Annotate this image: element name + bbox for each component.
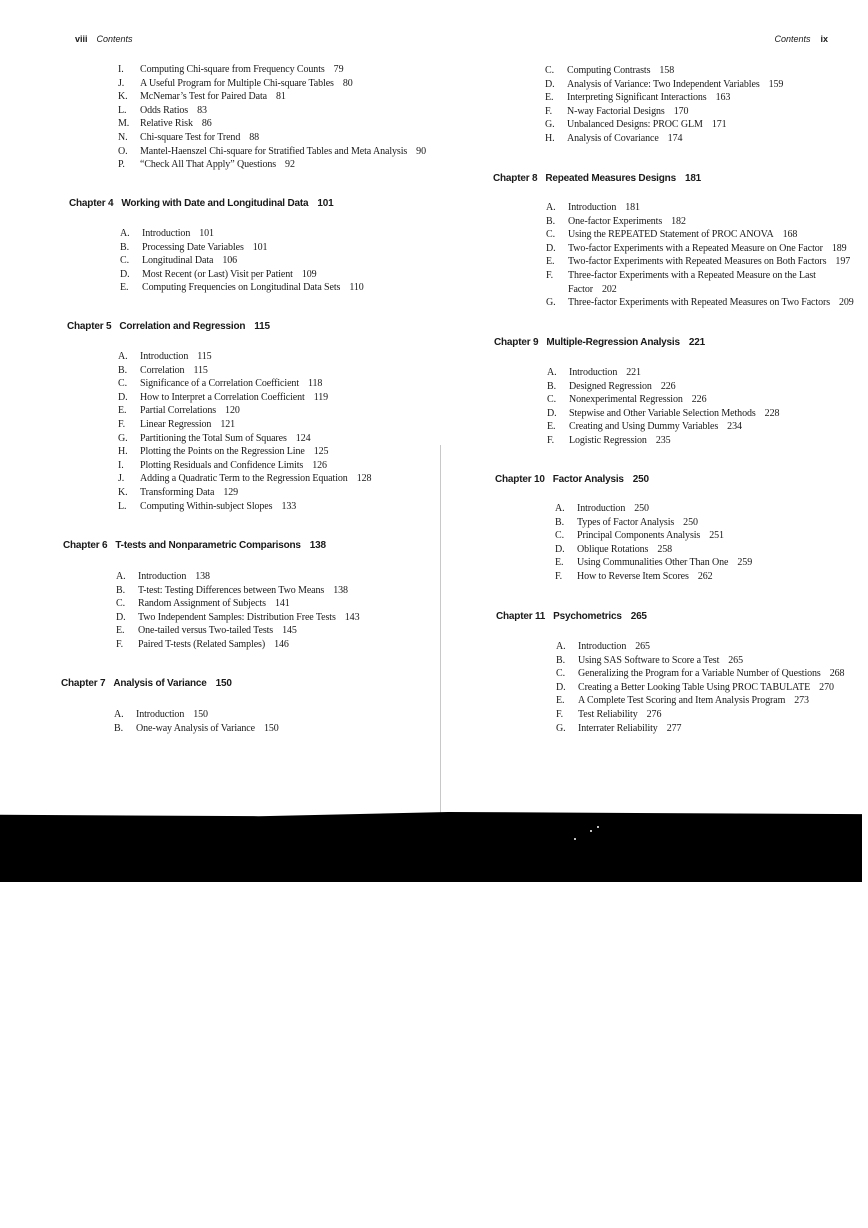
toc-entry[interactable]: D. Creating a Better Looking Table Using PROC TABULATE 270 (556, 681, 834, 693)
toc-entry[interactable]: E. Creating and Using Dummy Variables 234 (547, 421, 742, 433)
running-head-label: Contents (774, 34, 811, 44)
toc-entry[interactable]: C. Using the REPEATED Statement of PROC ANOVA 168 (546, 229, 798, 241)
chapter3-tail-list (118, 63, 426, 172)
running-head-right (774, 34, 828, 44)
chapter5-list (118, 350, 371, 513)
chapter9-list (547, 366, 779, 448)
toc-entry[interactable]: D. Oblique Rotations 258 (555, 543, 673, 555)
toc-entry[interactable]: J. A Useful Program for Multiple Chi-square Tables 80 (118, 77, 353, 89)
toc-entry[interactable]: C. Principal Components Analysis 251 (555, 530, 724, 542)
toc-entry[interactable]: P. “Check All That Apply” Questions 92 (118, 159, 295, 171)
chapter-heading[interactable]: Chapter 7 Analysis of Variance 150 (61, 678, 232, 689)
toc-entry[interactable]: B. Types of Factor Analysis 250 (555, 516, 698, 528)
toc-entry[interactable]: B. Designed Regression 226 (547, 380, 676, 392)
chapter-heading[interactable]: Chapter 9 Multiple-Regression Analysis 221 (494, 337, 705, 348)
toc-entry[interactable]: N. Chi-square Test for Trend 88 (118, 131, 260, 143)
toc-entry[interactable]: C. Random Assignment of Subjects 141 (116, 598, 290, 610)
chapter6-list (116, 570, 359, 652)
toc-entry[interactable]: C. Nonexperimental Regression 226 (547, 394, 707, 406)
toc-entry[interactable]: F. Logistic Regression 235 (547, 434, 671, 446)
toc-entry[interactable]: D. Most Recent (or Last) Visit per Patient 109 (120, 268, 317, 280)
toc-entry[interactable]: F. Test Reliability 276 (556, 708, 662, 720)
chapter-heading[interactable]: Chapter 10 Factor Analysis 250 (495, 474, 649, 485)
page-number: viii (75, 34, 88, 44)
toc-entry[interactable]: B. T-test: Testing Differences between Two Means 138 (116, 584, 348, 596)
running-head-left (75, 34, 133, 44)
toc-entry[interactable]: E. Partial Correlations 120 (118, 405, 240, 417)
scan-speck (590, 830, 592, 832)
toc-entry[interactable]: G. Partitioning the Total Sum of Squares 124 (118, 432, 311, 444)
toc-entry[interactable]: B. Correlation 115 (118, 364, 208, 376)
chapter7-list (114, 708, 279, 735)
toc-entry[interactable]: A. Introduction 101 (120, 228, 214, 239)
scan-speck (597, 826, 599, 828)
toc-entry[interactable]: A. Introduction 115 (118, 351, 212, 362)
toc-entry[interactable]: G. Three-factor Experiments with Repeated Measures on Two Factors 209 (546, 297, 854, 309)
scan-edge-bar (0, 812, 862, 882)
toc-entry[interactable]: L. Computing Within-subject Slopes 133 (118, 500, 297, 512)
toc-entry[interactable]: D. Analysis of Variance: Two Independent Variables 159 (545, 78, 784, 90)
toc-entry[interactable]: A. Introduction 221 (547, 367, 641, 378)
toc-entry[interactable]: A. Introduction 150 (114, 709, 208, 720)
page-number: ix (820, 34, 828, 44)
toc-entry[interactable]: E. Two-factor Experiments with Repeated Measures on Both Factors 197 (546, 256, 851, 268)
toc-entry[interactable]: C. Significance of a Correlation Coefficient 118 (118, 378, 323, 390)
chapter-heading[interactable]: Chapter 4 Working with Date and Longitudinal Data 101 (69, 198, 334, 209)
toc-entry[interactable]: D. Stepwise and Other Variable Selection Methods 228 (547, 407, 780, 419)
toc-entry[interactable]: D. Two-factor Experiments with a Repeated Measure on One Factor 189 (546, 242, 847, 254)
toc-entry[interactable]: B. One-way Analysis of Variance 150 (114, 722, 279, 734)
toc-entry[interactable]: G. Unbalanced Designs: PROC GLM 171 (545, 119, 727, 131)
toc-entry[interactable]: F. N-way Factorial Designs 170 (545, 105, 689, 117)
toc-entry[interactable]: J. Adding a Quadratic Term to the Regression Equation 128 (118, 473, 372, 485)
chapter4-list (120, 227, 364, 295)
toc-entry[interactable]: D. How to Interpret a Correlation Coefficient 119 (118, 391, 329, 403)
chapter-heading[interactable]: Chapter 11 Psychometrics 265 (496, 611, 647, 622)
chapter10-list (555, 502, 752, 584)
toc-entry[interactable]: F. Paired T-tests (Related Samples) 146 (116, 638, 289, 650)
toc-entry[interactable]: A. Introduction 250 (555, 503, 649, 514)
running-head-label: Contents (96, 34, 133, 44)
toc-entry[interactable]: I. Computing Chi-square from Frequency Counts 79 (118, 64, 344, 75)
page-gutter-line (440, 445, 441, 815)
toc-entry[interactable]: I. Plotting Residuals and Confidence Limits 126 (118, 459, 327, 471)
toc-entry[interactable]: E. A Complete Test Scoring and Item Analysis Program 273 (556, 695, 809, 707)
toc-entry[interactable]: A. Introduction 181 (546, 202, 640, 213)
toc-entry[interactable]: F. Three-factor Experiments with a Repeated Measure on the Last Factor 202 (546, 269, 816, 295)
toc-entry[interactable]: L. Odds Ratios 83 (118, 104, 207, 116)
toc-entry[interactable]: M. Relative Risk 86 (118, 118, 212, 130)
toc-entry[interactable]: E. One-tailed versus Two-tailed Tests 145 (116, 625, 297, 637)
chapter11-list (556, 640, 844, 735)
toc-entry[interactable]: A. Introduction 138 (116, 571, 210, 582)
toc-entry[interactable]: C. Longitudinal Data 106 (120, 255, 238, 267)
scan-speck (574, 838, 576, 840)
toc-entry[interactable]: F. How to Reverse Item Scores 262 (555, 570, 713, 582)
chapter-heading[interactable]: Chapter 8 Repeated Measures Designs 181 (493, 173, 702, 184)
toc-entry[interactable]: H. Analysis of Covariance 174 (545, 132, 683, 144)
toc-entry[interactable]: C. Computing Contrasts 158 (545, 65, 675, 76)
toc-entry[interactable]: B. Processing Date Variables 101 (120, 241, 268, 253)
toc-entry[interactable]: H. Plotting the Points on the Regression Line 125 (118, 446, 329, 458)
toc-entry[interactable]: E. Interpreting Significant Interactions 163 (545, 92, 731, 104)
toc-entry[interactable]: B. Using SAS Software to Score a Test 265 (556, 654, 743, 666)
toc-entry[interactable]: D. Two Independent Samples: Distribution Free Tests 143 (116, 611, 360, 623)
toc-entry[interactable]: C. Generalizing the Program for a Variable Number of Questions 268 (556, 668, 845, 680)
toc-entry[interactable]: G. Interrater Reliability 277 (556, 722, 682, 734)
toc-entry[interactable]: F. Linear Regression 121 (118, 418, 236, 430)
toc-entry[interactable]: B. One-factor Experiments 182 (546, 215, 686, 227)
chapter7-tail-list (545, 64, 783, 146)
toc-entry[interactable]: A. Introduction 265 (556, 641, 650, 652)
chapter8-list (546, 201, 854, 310)
chapter-heading[interactable]: Chapter 6 T-tests and Nonparametric Comparisons 138 (63, 540, 326, 551)
toc-entry[interactable]: K. McNemar’s Test for Paired Data 81 (118, 91, 286, 103)
chapter-heading[interactable]: Chapter 5 Correlation and Regression 115 (67, 321, 270, 332)
toc-entry[interactable]: E. Using Communalities Other Than One 259 (555, 557, 753, 569)
toc-entry[interactable]: E. Computing Frequencies on Longitudinal Data Sets 110 (120, 282, 364, 294)
toc-entry[interactable]: O. Mantel-Haenszel Chi-square for Stratified Tables and Meta Analysis 90 (118, 145, 426, 157)
toc-entry[interactable]: K. Transforming Data 129 (118, 486, 239, 498)
